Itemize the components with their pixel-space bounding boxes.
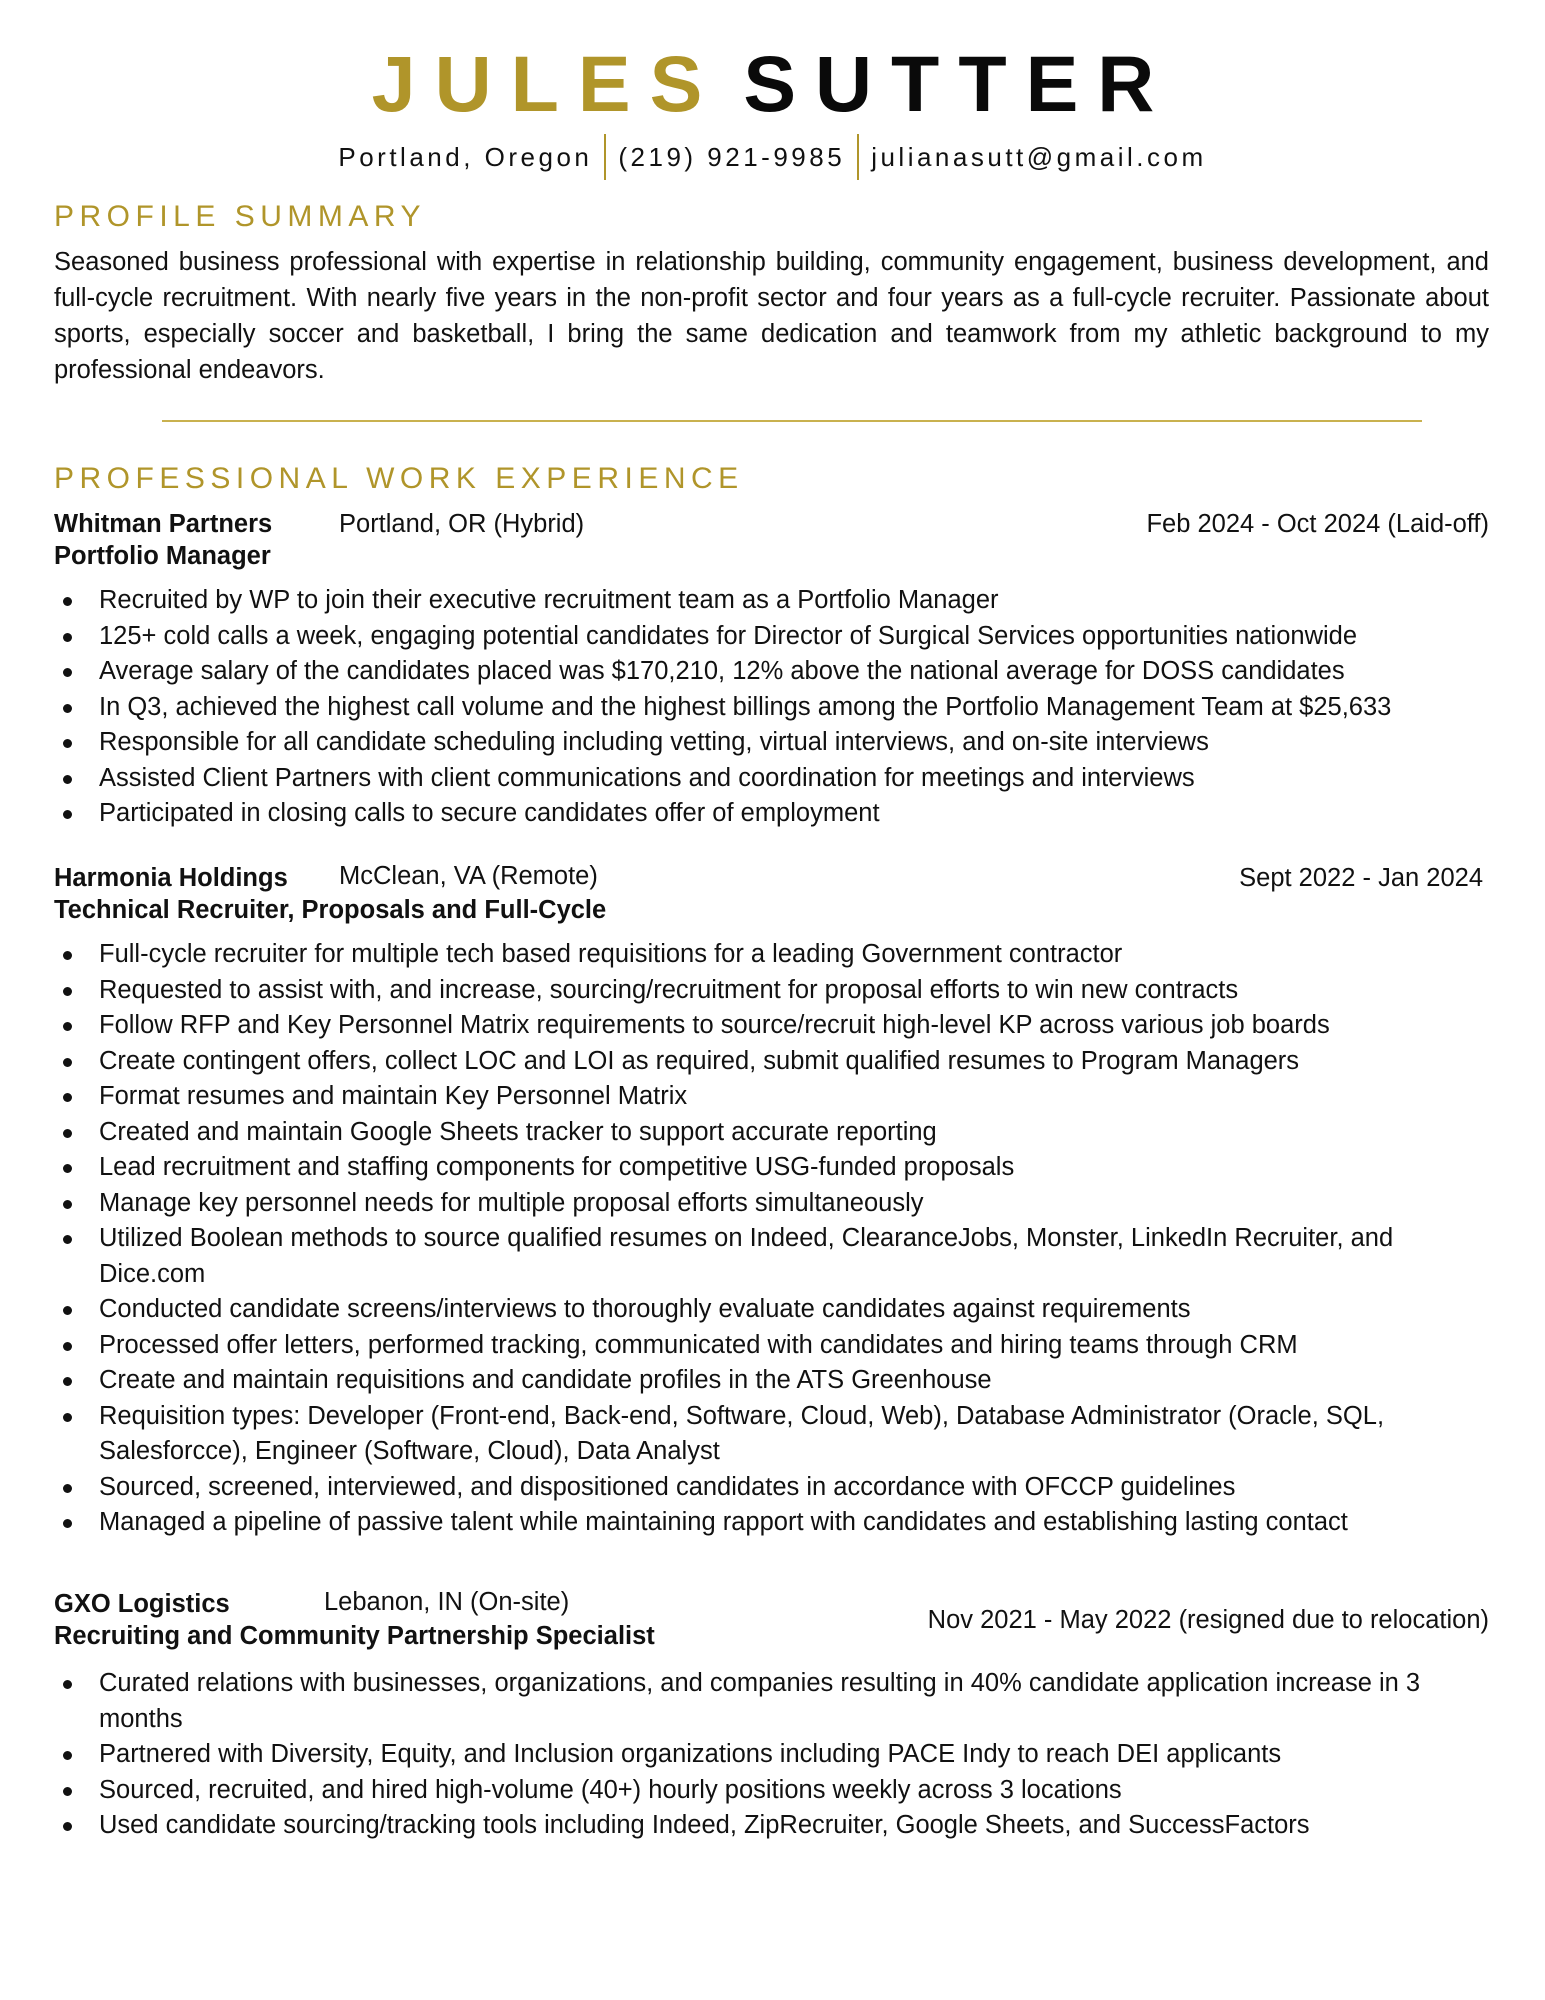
job-header bbox=[54, 508, 1489, 572]
bullet-item: Processed offer letters, performed tracking, communicated with candidates and hiring teams through CRM bbox=[99, 1328, 1489, 1364]
job-company: Whitman Partners bbox=[54, 510, 273, 538]
job-location: Portland, OR (Hybrid) bbox=[339, 510, 585, 538]
contact-phone: (219) 921-9985 bbox=[618, 142, 846, 173]
job-entry bbox=[54, 1588, 1489, 1844]
first-name: JULES bbox=[371, 39, 722, 128]
profile-summary-heading: PROFILE SUMMARY bbox=[54, 200, 426, 233]
job-dates: Nov 2021 - May 2022 (resigned due to relocation) bbox=[927, 1606, 1489, 1634]
bullet-item: Sourced, recruited, and hired high-volume (40+) hourly positions weekly across 3 locations bbox=[99, 1773, 1489, 1809]
job-company: Harmonia Holdings bbox=[54, 864, 288, 892]
bullet-item: Utilized Boolean methods to source qualified resumes on Indeed, ClearanceJobs, Monster, LinkedIn Recruiter, and Dice.com bbox=[99, 1221, 1489, 1292]
bullet-item: Follow RFP and Key Personnel Matrix requirements to source/recruit high-level KP across various job boards bbox=[99, 1008, 1489, 1044]
bullet-item: Conducted candidate screens/interviews to thoroughly evaluate candidates against requirements bbox=[99, 1292, 1489, 1328]
job-dates: Feb 2024 - Oct 2024 (Laid-off) bbox=[1146, 510, 1489, 538]
job-location: McClean, VA (Remote) bbox=[339, 862, 598, 890]
bullet-item: Requested to assist with, and increase, sourcing/recruitment for proposal efforts to win new contracts bbox=[99, 973, 1489, 1009]
bullet-item: Lead recruitment and staffing components for competitive USG-funded proposals bbox=[99, 1150, 1489, 1186]
bullet-item: Sourced, screened, interviewed, and dispositioned candidates in accordance with OFCCP guidelines bbox=[99, 1470, 1489, 1506]
job-role: Technical Recruiter, Proposals and Full-Cycle bbox=[54, 896, 607, 924]
job-bullets bbox=[54, 583, 1489, 832]
contact-email: julianasutt@gmail.com bbox=[871, 142, 1207, 173]
job-role: Recruiting and Community Partnership Specialist bbox=[54, 1622, 655, 1650]
profile-summary-text: Seasoned business professional with expertise in relationship building, community engagement, business development, and full-cycle recruitment. With nearly five years in the non-profit sector and four years as a full-cycle recruiter. Passionate about sports, especially soccer and basketball, I bring the same dedication and teamwork from my athletic background to my professional endeavors. bbox=[54, 248, 1489, 384]
bullet-item: Assisted Client Partners with client communications and coordination for meetings and interviews bbox=[99, 761, 1489, 797]
bullet-item: Created and maintain Google Sheets tracker to support accurate reporting bbox=[99, 1115, 1489, 1151]
bullet-item: Full-cycle recruiter for multiple tech based requisitions for a leading Government contractor bbox=[99, 937, 1489, 973]
job-entry bbox=[54, 508, 1489, 832]
section-divider bbox=[162, 420, 1422, 422]
candidate-name bbox=[0, 38, 1545, 130]
job-location: Lebanon, IN (On-site) bbox=[324, 1588, 570, 1616]
bullet-item: Partnered with Diversity, Equity, and Inclusion organizations including PACE Indy to reach DEI applicants bbox=[99, 1737, 1489, 1773]
bullet-item: In Q3, achieved the highest call volume and the highest billings among the Portfolio Management Team at $25,633 bbox=[99, 690, 1489, 726]
job-dates: Sept 2022 - Jan 2024 bbox=[1239, 864, 1483, 892]
job-header bbox=[54, 862, 1489, 926]
bullet-item: Used candidate sourcing/tracking tools including Indeed, ZipRecruiter, Google Sheets, and SuccessFactors bbox=[99, 1808, 1489, 1844]
bullet-item: Manage key personnel needs for multiple proposal efforts simultaneously bbox=[99, 1186, 1489, 1222]
bullet-item: Create and maintain requisitions and candidate profiles in the ATS Greenhouse bbox=[99, 1363, 1489, 1399]
job-bullets bbox=[54, 1666, 1489, 1844]
contact-location: Portland, Oregon bbox=[338, 142, 593, 173]
job-entry bbox=[54, 862, 1489, 1541]
bullet-item: Recruited by WP to join their executive recruitment team as a Portfolio Manager bbox=[99, 583, 1489, 619]
bullet-item: Responsible for all candidate scheduling including vetting, virtual interviews, and on-site interviews bbox=[99, 725, 1489, 761]
bullet-item: 125+ cold calls a week, engaging potential candidates for Director of Surgical Services opportunities nationwide bbox=[99, 619, 1489, 655]
last-name: SUTTER bbox=[743, 39, 1174, 128]
contact-info bbox=[0, 131, 1545, 181]
job-role: Portfolio Manager bbox=[54, 542, 271, 570]
job-bullets bbox=[54, 937, 1489, 1541]
bullet-item: Create contingent offers, collect LOC and LOI as required, submit qualified resumes to Program Managers bbox=[99, 1044, 1489, 1080]
bullet-item: Requisition types: Developer (Front-end, Back-end, Software, Cloud, Web), Database Administrator (Oracle, SQL, Salesforcce), Engineer (Software, Cloud), Data Analyst bbox=[99, 1399, 1489, 1470]
bullet-item: Format resumes and maintain Key Personnel Matrix bbox=[99, 1079, 1489, 1115]
bullet-item: Participated in closing calls to secure candidates offer of employment bbox=[99, 796, 1489, 832]
bullet-item: Managed a pipeline of passive talent while maintaining rapport with candidates and establishing lasting contact bbox=[99, 1505, 1489, 1541]
work-experience-heading: PROFESSIONAL WORK EXPERIENCE bbox=[54, 462, 744, 495]
bullet-item: Average salary of the candidates placed was $170,210, 12% above the national average for DOSS candidates bbox=[99, 654, 1489, 690]
bullet-item: Curated relations with businesses, organizations, and companies resulting in 40% candidate application increase in 3 months bbox=[99, 1666, 1489, 1737]
job-company: GXO Logistics bbox=[54, 1590, 230, 1618]
job-header bbox=[54, 1588, 1489, 1652]
